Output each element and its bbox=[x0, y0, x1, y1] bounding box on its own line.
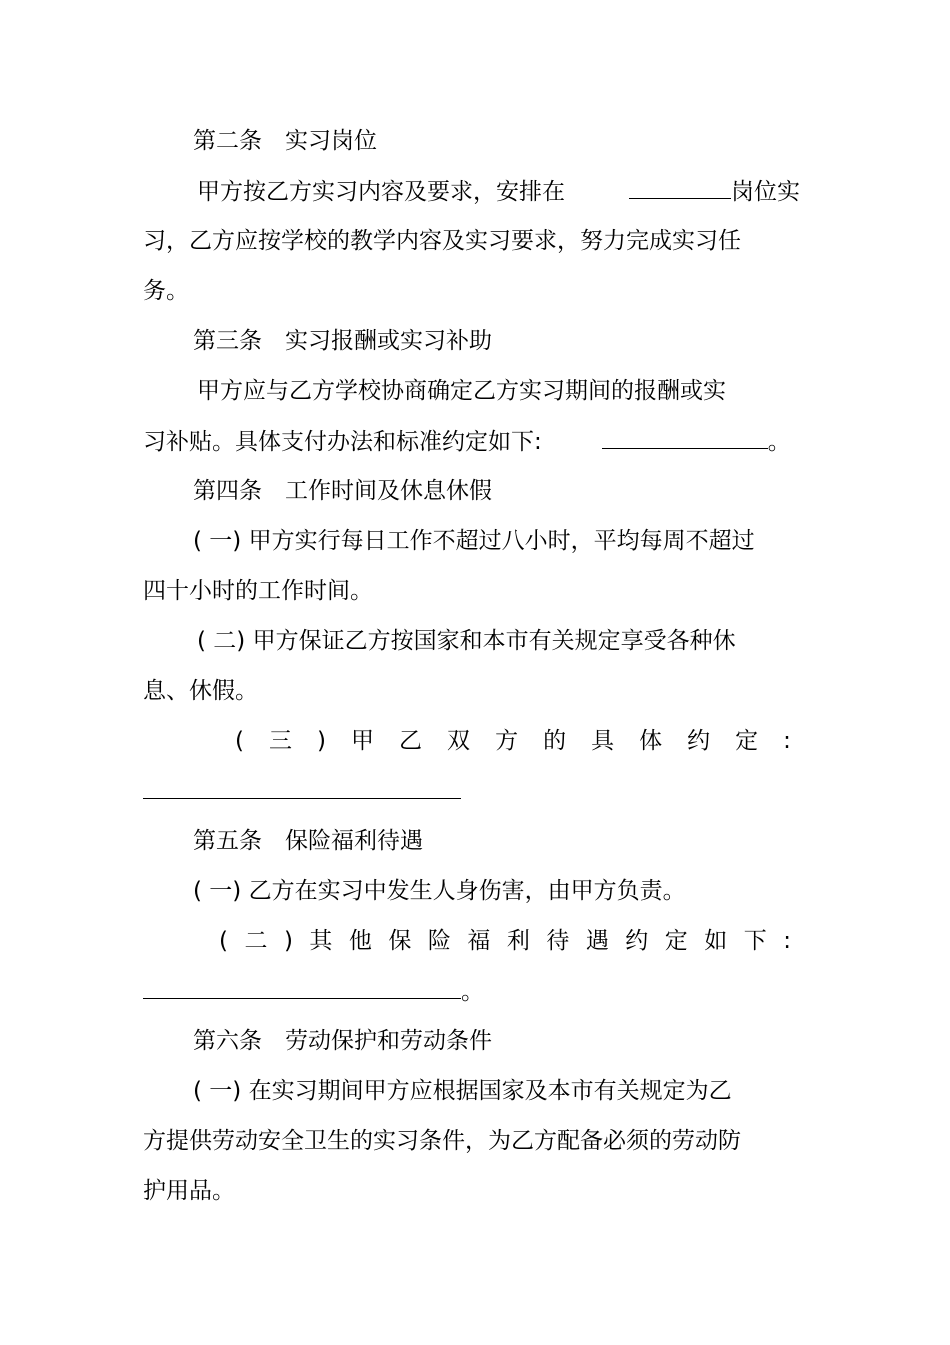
item-2-char: 约 bbox=[625, 928, 649, 954]
article-5-item-2-line bbox=[219, 926, 791, 956]
article-4-item-1-line-2: 四十小时的工作时间。 bbox=[143, 578, 373, 604]
item-3-char: 三 bbox=[269, 728, 292, 754]
article-4-item-1-line-1: ( 一) 甲方实行每日工作不超过八小时，平均每周不超过 bbox=[193, 528, 755, 554]
item-2-char: ( bbox=[219, 928, 228, 954]
article-2-heading: 第二条 实习岗位 bbox=[193, 128, 377, 154]
article-3-text-b: 。 bbox=[767, 429, 791, 455]
article-2-para-line-2: 习，乙方应按学校的教学内容及实习要求，努力完成实习任 bbox=[143, 228, 741, 254]
post-blank[interactable] bbox=[629, 176, 731, 199]
item-3-char: 甲 bbox=[351, 728, 375, 754]
item-2-char: 待 bbox=[546, 928, 570, 954]
item-2-char: : bbox=[783, 928, 791, 954]
item-2-char: 他 bbox=[348, 928, 372, 954]
item-3-char: ) bbox=[317, 728, 326, 754]
article-2-text-b: 岗位实 bbox=[731, 179, 800, 205]
article-3-para-line-2 bbox=[143, 426, 791, 457]
benefits-blank-line bbox=[143, 976, 484, 1007]
item-3-char: ( bbox=[235, 728, 244, 754]
benefits-blank[interactable] bbox=[143, 976, 461, 999]
item-3-char: : bbox=[783, 728, 791, 754]
item-3-char: 方 bbox=[495, 728, 519, 754]
item-2-char: 如 bbox=[704, 928, 728, 954]
item-2-char: 下 bbox=[743, 928, 767, 954]
item-2-char: 遇 bbox=[585, 928, 609, 954]
item-2-char: 二 bbox=[244, 928, 268, 954]
article-3-para-line-1: 甲方应与乙方学校协商确定乙方实习期间的报酬或实 bbox=[197, 378, 726, 404]
article-4-item-2-line-2: 息、休假。 bbox=[143, 678, 258, 704]
item-3-char: 具 bbox=[591, 728, 615, 754]
work-time-agreement-blank[interactable] bbox=[143, 798, 461, 799]
article-6-heading: 第六条 劳动保护和劳动条件 bbox=[193, 1028, 492, 1054]
article-3-text-a: 习补贴。具体支付办法和标准约定如下: bbox=[143, 429, 542, 455]
item-2-char: 福 bbox=[467, 928, 491, 954]
article-5-heading: 第五条 保险福利待遇 bbox=[193, 828, 423, 854]
item-3-char: 乙 bbox=[399, 728, 423, 754]
article-5-item-1: ( 一) 乙方在实习中发生人身伤害，由甲方负责。 bbox=[193, 878, 686, 904]
article-4-item-3-line bbox=[235, 726, 791, 756]
item-3-char: 定 bbox=[735, 728, 759, 754]
item-3-char: 体 bbox=[639, 728, 663, 754]
article-6-item-1-line-3: 护用品。 bbox=[143, 1178, 235, 1204]
item-3-char: 双 bbox=[447, 728, 471, 754]
item-3-char: 约 bbox=[687, 728, 711, 754]
article-2-text-a: 甲方按乙方实习内容及要求，安排在 bbox=[197, 179, 565, 205]
article-6-item-1-line-2: 方提供劳动安全卫生的实习条件，为乙方配备必须的劳动防 bbox=[143, 1128, 741, 1154]
item-2-char: 险 bbox=[427, 928, 451, 954]
article-2-para-line-1 bbox=[197, 176, 800, 207]
payment-blank[interactable] bbox=[602, 426, 768, 449]
item-2-char: ) bbox=[283, 928, 293, 954]
article-4-item-2-line-1: ( 二) 甲方保证乙方按国家和本市有关规定享受各种休 bbox=[197, 628, 736, 654]
article-3-heading: 第三条 实习报酬或实习补助 bbox=[193, 328, 492, 354]
benefits-line-end: 。 bbox=[461, 979, 484, 1005]
item-3-char: 的 bbox=[543, 728, 567, 754]
article-2-para-line-3: 务。 bbox=[143, 278, 189, 304]
article-6-item-1-line-1: ( 一) 在实习期间甲方应根据国家及本市有关规定为乙 bbox=[193, 1078, 732, 1104]
item-2-char: 保 bbox=[388, 928, 412, 954]
item-2-char: 其 bbox=[309, 928, 333, 954]
item-2-char: 利 bbox=[506, 928, 530, 954]
article-4-heading: 第四条 工作时间及休息休假 bbox=[193, 478, 492, 504]
item-2-char: 定 bbox=[664, 928, 688, 954]
